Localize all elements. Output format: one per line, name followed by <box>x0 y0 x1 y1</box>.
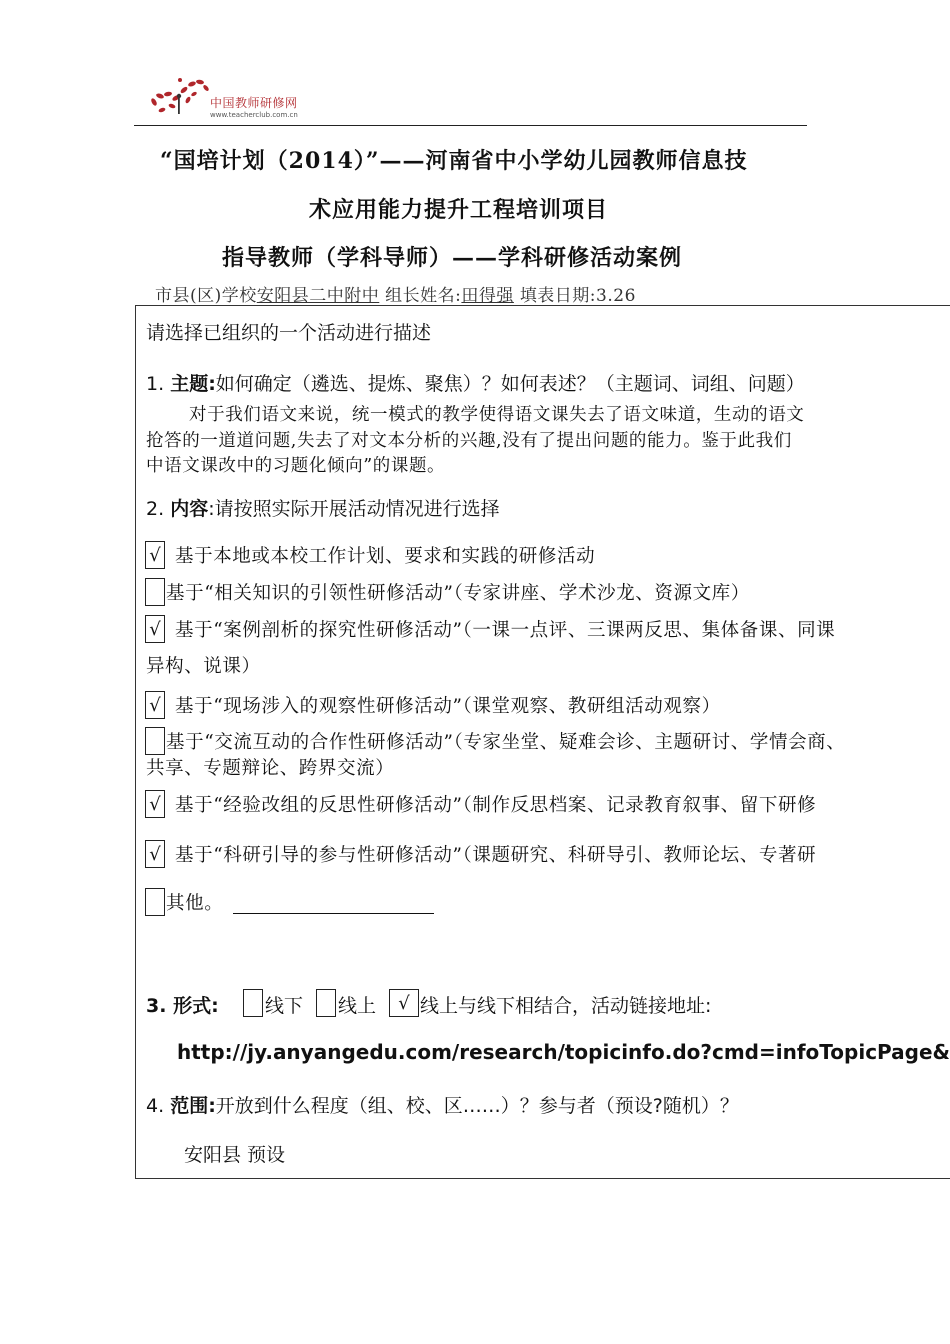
q1-text: 如何确定（遴选、提炼、聚焦）？如何表述？（主题词、词组、问题） <box>215 373 805 395</box>
option-2-label: 基于“相关知识的引领性研修活动”（专家讲座、学术沙龙、资源文库） <box>166 583 750 604</box>
header-divider <box>134 125 807 126</box>
q4-text: 开放到什么程度（组、校、区……）？参与者（预设?随机）？ <box>215 1095 739 1117</box>
q3-blended-label: 线上与线下相结合，活动链接地址: <box>420 995 712 1017</box>
option-8-label: 其他。 <box>166 893 224 914</box>
q1-number: 1. <box>146 373 165 395</box>
title-line-2: 术应用能力提升工程培训项目 <box>309 197 609 223</box>
activity-link[interactable]: http://jy.anyangedu.com/research/topicinfo.do?cmd=infoTopicPage& <box>177 1040 950 1064</box>
option-6-checkbox[interactable]: √ <box>145 790 165 818</box>
option-5-label-cont: 共享、专题辩论、跨界交流） <box>146 758 395 779</box>
option-4-label: 基于“现场涉入的观察性研修活动”（课堂观察、教研组活动观察） <box>175 696 721 717</box>
q3-offline-checkbox[interactable] <box>243 989 263 1017</box>
question-4 <box>146 1091 739 1118</box>
title-line-3: 指导教师（学科导师）——学科研修活动案例 <box>222 245 683 271</box>
option-4-checkbox[interactable]: √ <box>145 691 165 719</box>
option-1-label: 基于本地或本校工作计划、要求和实践的研修活动 <box>175 546 596 567</box>
option-5-label: 基于“交流互动的合作性研修活动”（专家坐堂、疑难会诊、主题研讨、学情会商、 <box>166 732 846 753</box>
q4-answer: 安阳县 预设 <box>184 1144 286 1166</box>
q2-number: 2. <box>146 498 165 520</box>
option-2-checkbox[interactable] <box>145 578 165 606</box>
option-1-checkbox[interactable]: √ <box>145 541 165 569</box>
form-meta-line <box>155 281 636 306</box>
q2-label: 内容 <box>170 498 209 520</box>
title-line-1: “国培计划（2014）”——河南省中小学幼儿园教师信息技 <box>160 148 748 174</box>
q1-answer-line-2: 抢答的一道道问题,失去了对文本分析的兴趣,没有了提出问题的能力。鉴于此我们 <box>146 431 792 451</box>
q2-text: :请按照实际开展活动情况进行选择 <box>208 498 500 520</box>
question-1 <box>146 369 805 396</box>
option-6-label: 基于“经验改组的反思性研修活动”（制作反思档案、记录教育叙事、留下研修 <box>175 795 817 816</box>
option-7-label: 基于“科研引导的参与性研修活动”（课题研究、科研导引、教师论坛、专著研 <box>175 845 817 866</box>
option-3-checkbox[interactable]: √ <box>145 615 165 643</box>
logo-site-url: www.teacherclub.com.cn <box>210 111 298 119</box>
question-3-label <box>146 991 219 1018</box>
question-2 <box>146 494 500 521</box>
q1-label: 主题: <box>170 373 216 395</box>
option-3-label-cont: 异构、说课） <box>146 656 261 677</box>
q3-blended-checkbox[interactable]: √ <box>389 989 419 1017</box>
option-5-checkbox[interactable] <box>145 727 165 755</box>
form-intro: 请选择已组织的一个活动进行描述 <box>146 322 432 344</box>
meta-leader-label: 组长姓名: <box>385 286 462 306</box>
q1-answer-line-3: 中语文课改中的习题化倾向”的课题。 <box>146 456 446 476</box>
q4-number: 4. <box>146 1095 165 1117</box>
logo-site-name: 中国教师研修网 <box>210 96 298 110</box>
q3-online-label: 线上 <box>338 995 377 1017</box>
option-3-label: 基于“案例剖析的探究性研修活动”（一课一点评、三课两反思、集体备课、同课 <box>175 620 836 641</box>
meta-leader: 田得强 <box>461 286 514 306</box>
q3-label: 形式: <box>173 995 219 1017</box>
option-7-checkbox[interactable]: √ <box>145 840 165 868</box>
meta-prefix: 市县(区)学校 <box>155 286 257 306</box>
q3-number: 3. <box>146 995 167 1017</box>
meta-date: 填表日期:3.26 <box>519 286 636 306</box>
option-8-checkbox[interactable] <box>145 888 165 916</box>
q4-label: 范围: <box>170 1095 216 1117</box>
other-fill-blank[interactable] <box>233 913 434 914</box>
q1-answer-line-1: 对于我们语文来说，统一模式的教学使得语文课失去了语文味道，生动的语文 <box>189 405 805 425</box>
meta-school: 安阳县二中附中 <box>256 286 380 306</box>
q3-offline-label: 线下 <box>265 995 304 1017</box>
q3-online-checkbox[interactable] <box>316 989 336 1017</box>
